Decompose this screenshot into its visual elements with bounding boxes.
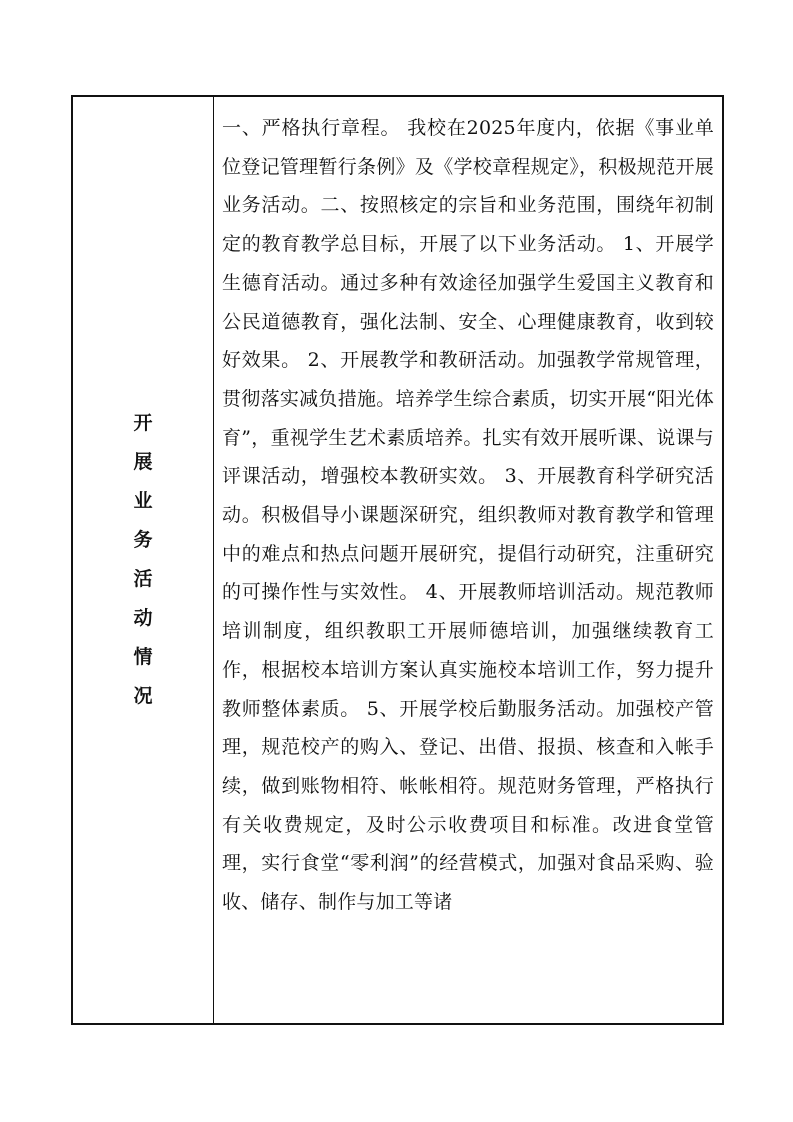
activity-table: [71, 95, 724, 1025]
content-cell: [214, 97, 722, 1023]
activity-description: 一、严格执行章程。 我校在2025年度内，依据《事业单位登记管理暂行条例》及《学校章程规定》，积极规范开展业务活动。二、按照核定的宗旨和业务范围，围绕年初制定的教育教学总目标，开展了以下业务活动。 1、开展学生德育活动。通过多种有效途径加强学生爱国主义教育和公民道德教育，强化法制、安全、心理健康教育，收到较好效果。 2、开展教学和教研活动。加强教学常规管理，贯彻落实减负措施。培养学生综合素质，切实开展“阳光体育”，重视学生艺术素质培养。扎实有效开展听课、说课与评课活动，增强校本教研实效。 3、开展教育科学研究活动。积极倡导小课题深研究，组织教师对教育教学和管理中的难点和热点问题开展研究，提倡行动研究，注重研究的可操作性与实效性。 4、开展教师培训活动。规范教师培训制度，组织教职工开展师德培训，加强继续教育工作，根据校本培训方案认真实施校本培训工作，努力提升教师整体素质。 5、开展学校后勤服务活动。加强校产管理，规范校产的购入、登记、出借、报损、核查和入帐手续，做到账物相符、帐帐相符。规范财务管理，严格执行有关收费规定，及时公示收费项目和标准。改进食堂管理，实行食堂“零利润”的经营模式，加强对食品采购、验收、储存、制作与加工等诸: [222, 117, 714, 914]
row-label-char: 况: [133, 685, 153, 707]
row-label-char: 业: [133, 490, 153, 512]
row-label-char: 展: [133, 451, 153, 473]
row-label-char: 开: [133, 412, 153, 434]
row-label-char: 动: [133, 607, 153, 629]
row-label-char: 活: [133, 568, 153, 590]
row-label-char: 情: [133, 646, 153, 668]
row-label-char: 务: [133, 529, 153, 551]
row-label-cell: [73, 97, 214, 1023]
